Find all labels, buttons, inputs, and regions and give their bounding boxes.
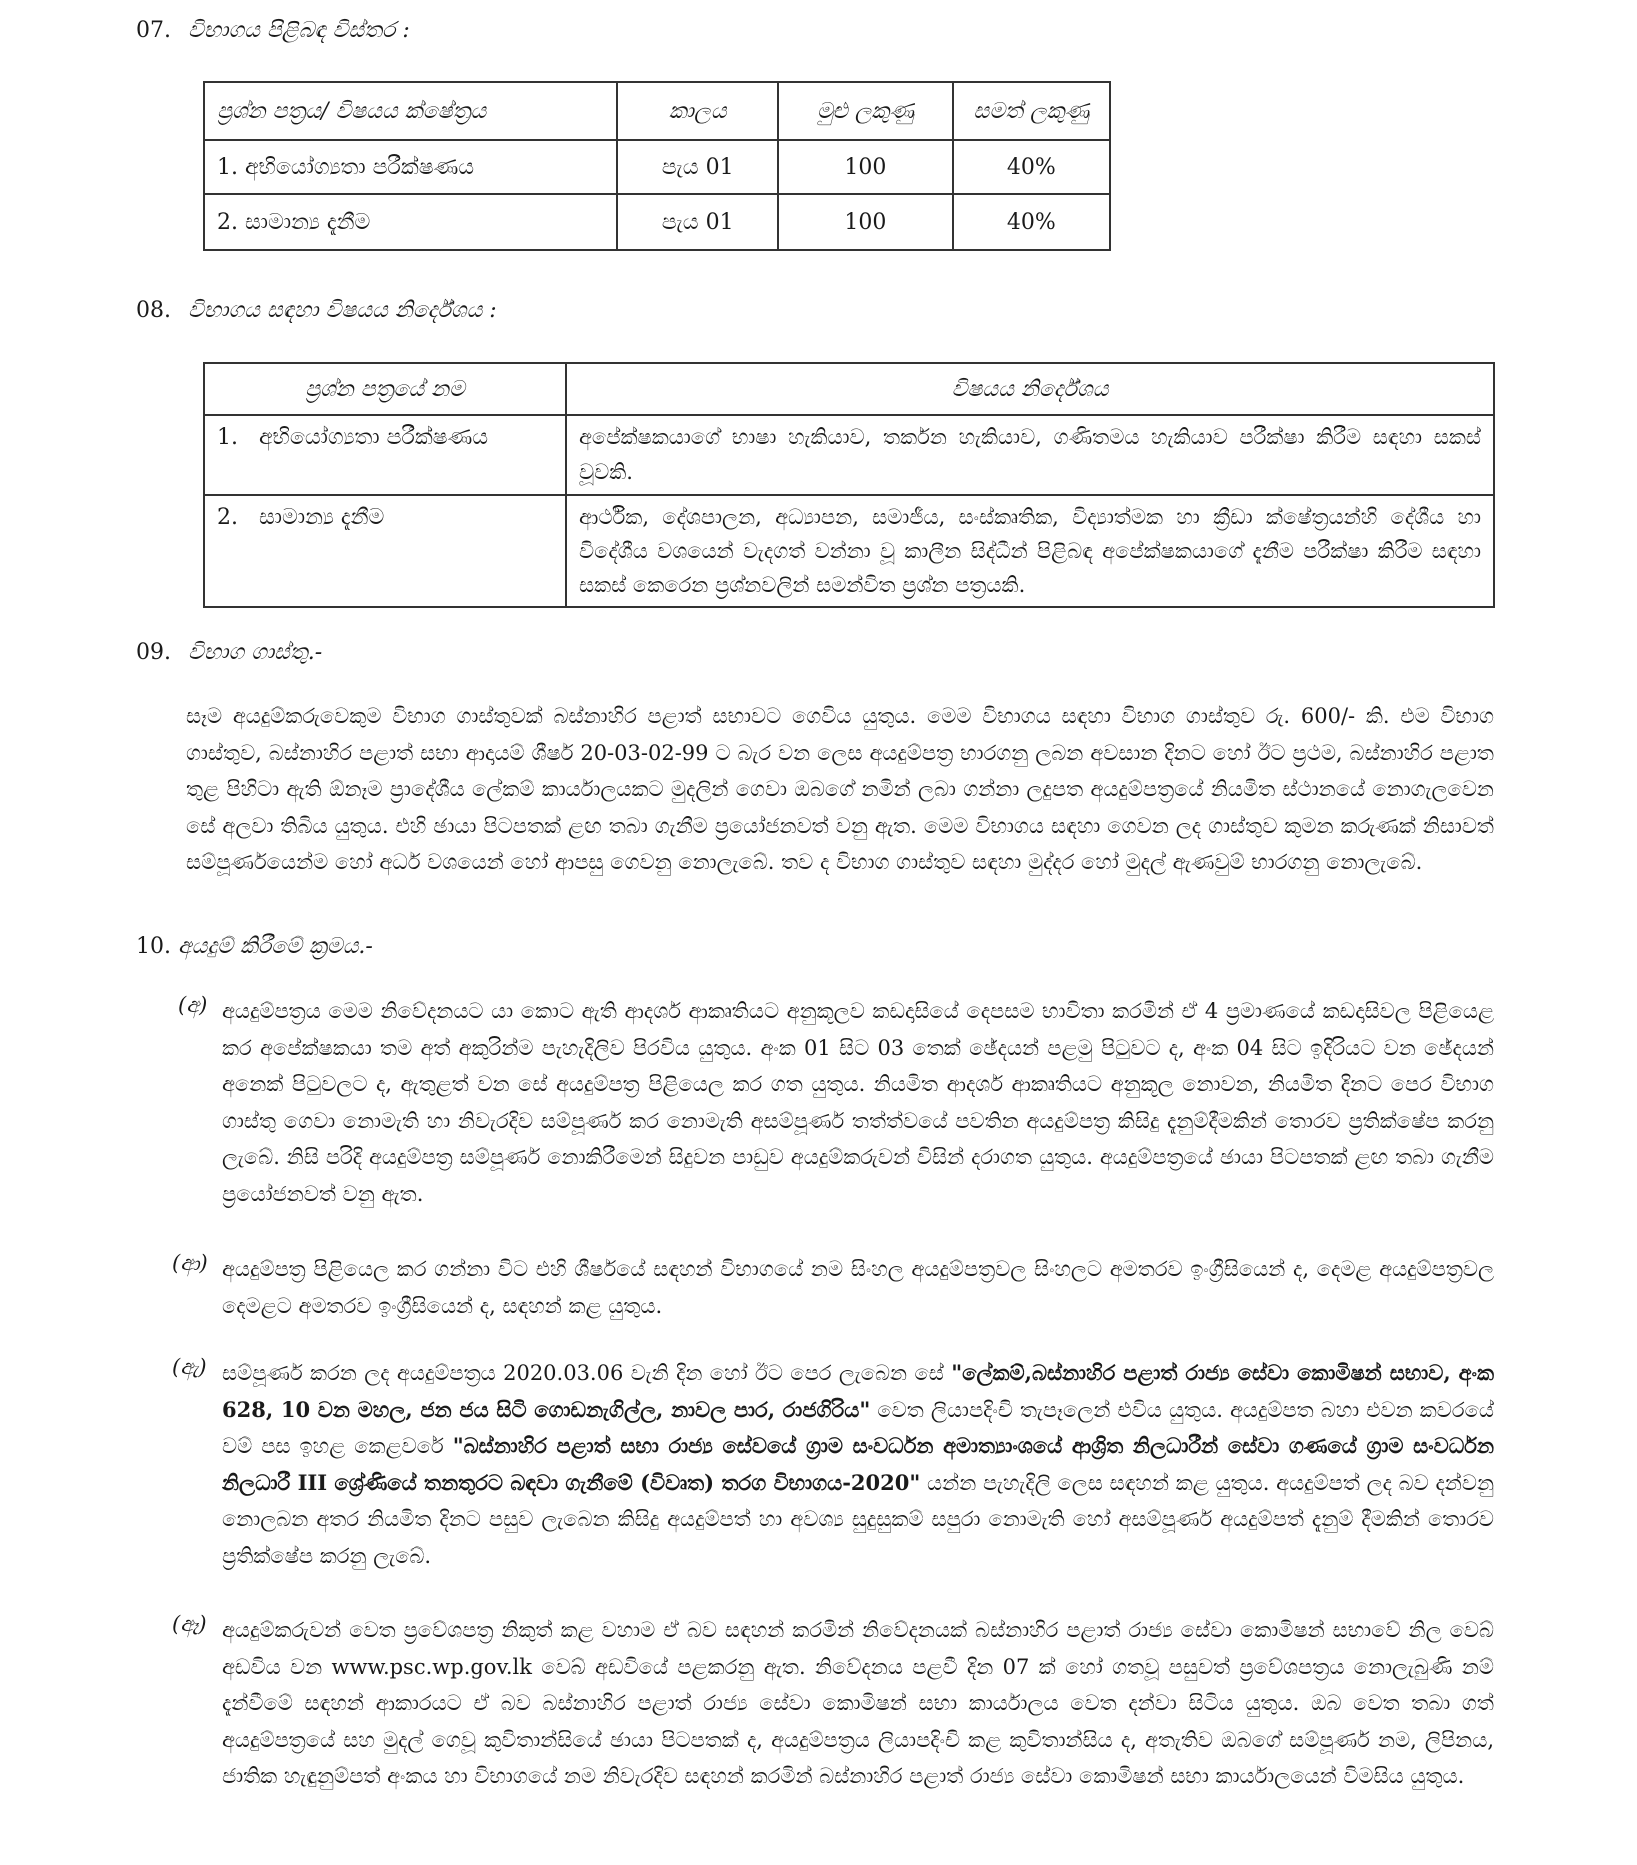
list-item-a <box>178 993 1494 1225</box>
section-title: විභාග ගාස්තු.- <box>188 640 323 665</box>
section-number: 07. <box>136 18 171 43</box>
item-text <box>222 1355 1494 1575</box>
section-number: 09. <box>136 640 171 665</box>
header-cell: ප්‍රශ්න පත්‍රයේ නම <box>204 363 566 415</box>
syllabus-table <box>203 362 1495 608</box>
list-item-ae2 <box>172 1612 1494 1844</box>
item-marker: (අ) <box>178 993 208 1017</box>
item-text-part: සම්පූර්ණ කරන ලද අයදුම්පත්‍රය 2020.03.06 වැනි දින හෝ ඊට පෙර ලැබෙන සේ <box>222 1361 952 1385</box>
section-number: 08. <box>136 298 171 323</box>
header-cell: කාලය <box>617 82 778 140</box>
item-text-part: යන්න පැහැදිලි ලෙස සඳහන් කළ යුතුය. අයදුම්පත් ලද බව දන්වනු නොලබන අතර නියමිත දිනට පසුව ලැබෙන කිසිදු අයදුම්පත් හා අවශ්‍ය සුදුසුකම් සපුරා නොමැති හෝ අසම්පූර්ණ අයදුම්පත් දැනුම් දීමකින් තොරව ප්‍රතික්ෂේප කරනු ලැබේ. <box>222 1470 1494 1568</box>
item-text: අයදුම්පත්‍ර පිළියෙල කර ගන්නා විට එහි ශීර්ෂයේ සඳහන් විභාගයේ නම සිංහල අයදුම්පත්‍රවල සිංහලට අමතරව ඉංග්‍රීසියෙන් ද, දෙමළ අයදුම්පත්‍රවල දෙමළට අමතරව ඉංග්‍රීසියෙන් ද, සඳහන් කළ යුතුය. <box>222 1257 1494 1318</box>
header-cell: විෂයය නිර්දේශය <box>566 363 1494 415</box>
table-cell: පැය 01 <box>617 140 778 194</box>
section-number: 10. <box>136 934 171 959</box>
section-title: අයදුම් කිරීමේ ක්‍රමය.- <box>178 934 373 959</box>
table-row <box>204 495 1494 607</box>
table-cell: 2. සාමාන්‍ය දැනීම <box>204 194 617 250</box>
table-cell: 2. සාමාන්‍ය දැනීම <box>204 495 566 607</box>
section-title: විභාගය සඳහා විෂයය නිර්දේශය : <box>188 298 497 323</box>
item-marker: (ආ) <box>172 1251 208 1275</box>
header-cell: සමත් ලකුණු <box>953 82 1110 140</box>
table-cell: 1. අභියෝග්‍යතා පරීක්ෂණය <box>204 415 566 495</box>
table-cell: 1. අභියෝග්‍යතා පරීක්ෂණය <box>204 140 617 194</box>
header-cell: ප්‍රශ්න පත්‍රය/ විෂයය ක්ෂේත්‍රය <box>204 82 617 140</box>
table-header-row <box>204 82 1110 140</box>
list-item-aa <box>172 1251 1494 1331</box>
list-item-ae <box>172 1355 1494 1615</box>
table-cell: පැය 01 <box>617 194 778 250</box>
table-header-row <box>204 363 1494 415</box>
table-row <box>204 140 1110 194</box>
item-text-part: වෙත ලියාපදිංචි තැපෑලෙන් එවිය යුතුය. අයදුම්පත බහා එවන කවරයේ වම් පස ඉහළ කෙළවරේ <box>222 1397 1494 1459</box>
item-text: අයදුම්පත්‍රය මෙම නිවේදනයට යා කොට ඇති ආදර්ශ ආකෘතියට අනුකූලව කඩදාසියේ දෙපසම භාවිතා කරමින් ඒ 4 ප්‍රමාණයේ කඩදාසිවල පිළියෙළ කර අපේක්ෂකයා තම අත් අකුරින්ම පැහැදිලිව පිරවිය යුතුය. අංක 01 සිට 03 තෙක් ඡේදයන් පළමු පිටුවට ද, අංක 04 සිට ඉදිරියට වන ඡේදයන් අනෙක් පිටුවලට ද, ඇතුළත් වන සේ අයදුම්පත්‍ර පිළියෙල කර ගත යුතුය. නියමිත ආදර්ශ ආකෘතියට අනුකූල නොවන, නියමිත දිනට පෙර විභාග ගාස්තු ගෙවා නොමැති හා නිවැරදිව සම්පූර්ණ කර නොමැති අසම්පූර්ණ තත්ත්වයේ පවතින අයදුම්පත්‍ර කිසිදු දැනුම්දීමකින් තොරව ප්‍රතික්ෂේප කරනු ලැබේ. නිසි පරිදි අයදුම්පත්‍ර සම්පූර්ණ නොකිරීමෙන් සිදුවන පාඩුව අයදුම්කරුවන් විසින් දරාගත යුතුය. අයදුම්පත්‍රයේ ඡායා පිටපතක් ළඟ තබා ගැනීම ප්‍රයෝජනවත් වනු ඇත. <box>222 999 1494 1206</box>
table-cell: අපේක්ෂකයාගේ භාෂා හැකියාව, තර්කන හැකියාව, ගණිතමය හැකියාව පරීක්ෂා කිරීම සඳහා සකස් වූවකි. <box>566 415 1494 495</box>
address-bold-text: "ලේකම්,බස්නාහිර පළාත් රාජ්‍ය සේවා කොමිෂන් සභාව, අංක 628, 10 වන මහල, ජන ජය සිටි ගොඩනැගිල්ල, නාවල පාර, රාජගිරිය" <box>222 1360 1494 1422</box>
item-marker: (ඈ) <box>172 1612 207 1636</box>
exam-details-table <box>203 81 1111 251</box>
table-cell: 100 <box>778 140 952 194</box>
table-cell: 100 <box>778 194 952 250</box>
table-cell: 40% <box>953 140 1110 194</box>
table-row <box>204 415 1494 495</box>
envelope-title-bold-text: "බස්නාහිර පළාත් සභා රාජ්‍ය සේවයේ ග්‍රාම සංවර්ධන අමාත්‍යාංශයේ ආශ්‍රිත නිලධාරීන් සේවා ගණයේ ග්‍රාම සංවර්ධන නිලධාරී III ශ්‍රේණියේ තනතුරට බඳවා ගැනීමේ (විවෘත) තරග විභාගය-2020" <box>222 1433 1495 1495</box>
header-cell: මුළු ලකුණු <box>778 82 952 140</box>
exam-fee-paragraph: සෑම අයදුම්කරුවෙකුම විභාග ගාස්තුවක් බස්නාහිර පළාත් සභාවට ගෙවිය යුතුය. මෙම විභාගය සඳහා විභාග ගාස්තුව රු. 600/- කි. එම විභාග ගාස්තුව, බස්නාහිර පළාත් සභා ආදායම් ශීර්ෂ 20-03-02-99 ට බැර වන ලෙස අයදුම්පත්‍ර භාරගනු ලබන අවසාන දිනට හෝ ඊට ප්‍රථම, බස්නාහිර පළාත තුළ පිහිටා ඇති ඕනෑම ප්‍රාදේශීය ලේකම් කාර්යාලයකට මුදලින් ගෙවා ඔබගේ නමින් ලබා ගන්නා ලදුපත අයදුම්පත්‍රයේ නියමිත ස්ථානයේ නොගැලවෙන සේ අලවා තිබිය යුතුය. එහි ඡායා පිටපතක් ළඟ තබා ගැනීම ප්‍රයෝජනවත් වනු ඇත. මෙම විභාගය සඳහා ගෙවන ලද ගාස්තුව කුමන කරුණක් නිසාවත් සම්පූර්ණයෙන්ම හෝ අර්ධ වශයෙන් හෝ ආපසු ගෙවනු නොලැබේ. තව ද විභාග ගාස්තුව සඳහා මුද්දර හෝ මුදල් ඇණවුම් භාරගනු නොලැබේ. <box>186 704 1494 875</box>
item-text: අයදුම්කරුවන් වෙත ප්‍රවේශපත්‍ර නිකුත් කළ වහාම ඒ බව සඳහන් කරමින් නිවේදනයක් බස්නාහිර පළාත් රාජ්‍ය සේවා කොමිෂන් සභාවේ නිල වෙබ් අඩවිය වන www.psc.wp.gov.lk වෙබ් අඩවියේ පළකරනු ඇත. නිවේදනය පළවී දින 07 ක් හෝ ගතවූ පසුවත් ප්‍රවේශපත්‍රය නොලැබුණි නම් දැන්වීමේ සඳහන් ආකාරයට ඒ බව බස්නාහිර පළාත් රාජ්‍ය සේවා කොමිෂන් සභා කාර්යාලය වෙත දන්වා සිටිය යුතුය. ඔබ වෙත තබා ගත් අයදුම්පත්‍රයේ සහ මුදල් ගෙවූ කුවිතාන්සියේ ඡායා පිටපතක් ද, අයදුම්පත්‍රය ලියාපදිංචි කළ කුවිතාන්සිය ද, අතැතිව ඔබගේ සම්පූර්ණ නම, ලිපිනය, ජාතික හැඳුනුම්පත් අංකය හා විභාගයේ නම නිවැරදිව සඳහන් කරමින් බස්නාහිර පළාත් රාජ්‍ය සේවා කොමිෂන් සභා කාර්යාලයෙන් විමසිය යුතුය. <box>222 1618 1494 1789</box>
table-cell: ආර්ථික, දේශපාලන, අධ්‍යාපන, සමාජීය, සංස්කෘතික, විද්‍යාත්මක හා ක්‍රීඩා ක්ෂේත්‍රයන්හි දේශීය හා විදේශීය වශයෙන් වැදගත් වන්නා වූ කාලීන සිද්ධීන් පිළිබඳ අපේක්ෂකයාගේ දැනීම පරීක්ෂා කිරීම සඳහා සකස් කෙරෙන ප්‍රශ්නවලින් සමන්විත ප්‍රශ්න පත්‍රයකි. <box>566 495 1494 607</box>
table-cell: 40% <box>953 194 1110 250</box>
table-row <box>204 194 1110 250</box>
section-title: විභාගය පිළිබඳ විස්තර : <box>188 18 410 43</box>
item-marker: (ඇ) <box>172 1355 207 1379</box>
